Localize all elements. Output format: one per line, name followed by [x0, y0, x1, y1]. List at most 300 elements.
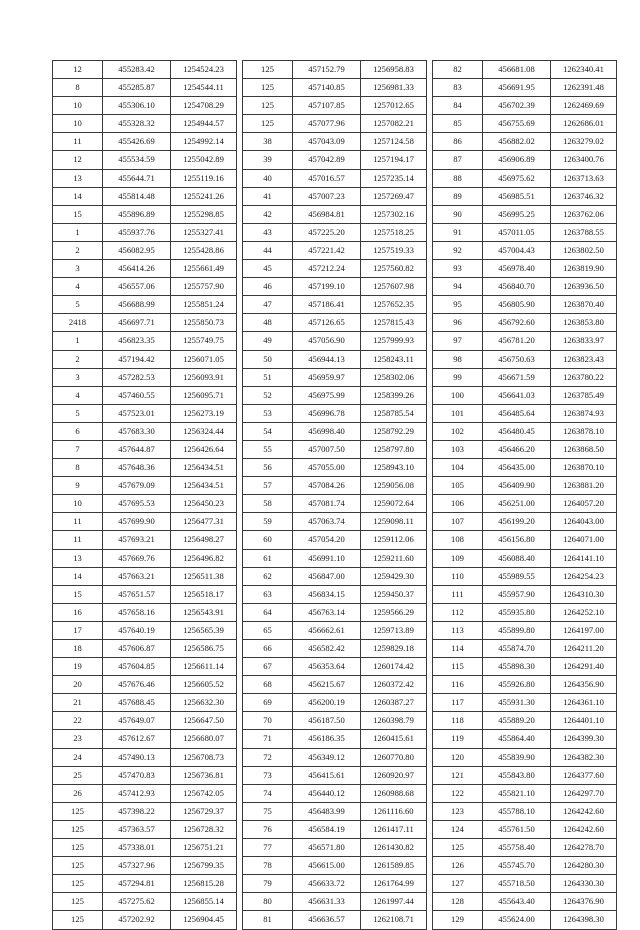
- point-number-cell: 4: [53, 386, 103, 404]
- y-coordinate-cell: 1256095.71: [171, 386, 237, 404]
- point-number-cell: 77: [243, 839, 293, 857]
- y-coordinate-cell: 1254544.11: [171, 79, 237, 97]
- point-number-cell: 125: [53, 857, 103, 875]
- y-coordinate-cell: 1256071.05: [171, 350, 237, 368]
- y-coordinate-cell: 1264252.10: [551, 603, 617, 621]
- point-number-cell: 10: [53, 115, 103, 133]
- y-coordinate-cell: 1263279.02: [551, 133, 617, 151]
- point-number-cell: 38: [243, 133, 293, 151]
- x-coordinate-cell: 456200.19: [293, 694, 361, 712]
- y-coordinate-cell: 1264399.30: [551, 730, 617, 748]
- y-coordinate-cell: 1256273.19: [171, 404, 237, 422]
- point-number-cell: 99: [433, 368, 483, 386]
- point-number-cell: 125: [243, 61, 293, 79]
- x-coordinate-cell: 455624.00: [483, 911, 551, 929]
- y-coordinate-cell: 1264310.30: [551, 585, 617, 603]
- x-coordinate-cell: 456792.60: [483, 314, 551, 332]
- y-coordinate-cell: 1256511.38: [171, 567, 237, 585]
- y-coordinate-cell: 1262108.71: [361, 911, 427, 929]
- point-number-cell: 12: [53, 61, 103, 79]
- point-number-cell: 127: [433, 875, 483, 893]
- x-coordinate-cell: 455814.48: [103, 187, 171, 205]
- table-row: [53, 766, 617, 784]
- point-number-cell: 47: [243, 296, 293, 314]
- x-coordinate-cell: 457212.24: [293, 260, 361, 278]
- y-coordinate-cell: 1261116.60: [361, 802, 427, 820]
- x-coordinate-cell: 457084.26: [293, 477, 361, 495]
- point-number-cell: 42: [243, 205, 293, 223]
- point-number-cell: 56: [243, 459, 293, 477]
- y-coordinate-cell: 1258943.10: [361, 459, 427, 477]
- y-coordinate-cell: 1261589.85: [361, 857, 427, 875]
- point-number-cell: 72: [243, 748, 293, 766]
- x-coordinate-cell: 457470.83: [103, 766, 171, 784]
- point-number-cell: 90: [433, 205, 483, 223]
- point-number-cell: 83: [433, 79, 483, 97]
- table-row: [53, 839, 617, 857]
- x-coordinate-cell: 455957.90: [483, 585, 551, 603]
- x-coordinate-cell: 456978.40: [483, 260, 551, 278]
- point-number-cell: 64: [243, 603, 293, 621]
- point-number-cell: 125: [53, 911, 103, 929]
- x-coordinate-cell: 457202.92: [103, 911, 171, 929]
- x-coordinate-cell: 456998.40: [293, 422, 361, 440]
- point-number-cell: 76: [243, 820, 293, 838]
- point-number-cell: 96: [433, 314, 483, 332]
- table-row: [53, 730, 617, 748]
- y-coordinate-cell: 1257235.14: [361, 169, 427, 187]
- point-number-cell: 125: [53, 802, 103, 820]
- table-row: [53, 567, 617, 585]
- table-row: [53, 260, 617, 278]
- y-coordinate-cell: 1264361.10: [551, 694, 617, 712]
- y-coordinate-cell: 1258302.06: [361, 368, 427, 386]
- point-number-cell: 61: [243, 549, 293, 567]
- point-number-cell: 125: [53, 839, 103, 857]
- x-coordinate-cell: 456984.81: [293, 205, 361, 223]
- x-coordinate-cell: 456480.45: [483, 422, 551, 440]
- point-number-cell: 54: [243, 422, 293, 440]
- table-row: [53, 79, 617, 97]
- point-number-cell: 10: [53, 97, 103, 115]
- x-coordinate-cell: 456975.62: [483, 169, 551, 187]
- x-coordinate-cell: 456631.33: [293, 893, 361, 911]
- table-row: [53, 169, 617, 187]
- coordinate-table: [52, 60, 617, 930]
- y-coordinate-cell: 1264211.20: [551, 640, 617, 658]
- point-number-cell: 125: [243, 79, 293, 97]
- y-coordinate-cell: 1260387.27: [361, 694, 427, 712]
- point-number-cell: 5: [53, 296, 103, 314]
- y-coordinate-cell: 1257194.17: [361, 151, 427, 169]
- point-number-cell: 79: [243, 875, 293, 893]
- point-number-cell: 12: [53, 151, 103, 169]
- x-coordinate-cell: 455889.20: [483, 712, 551, 730]
- y-coordinate-cell: 1263819.90: [551, 260, 617, 278]
- table-row: [53, 241, 617, 259]
- point-number-cell: 82: [433, 61, 483, 79]
- x-coordinate-cell: 456702.39: [483, 97, 551, 115]
- point-number-cell: 74: [243, 784, 293, 802]
- x-coordinate-cell: 455285.87: [103, 79, 171, 97]
- y-coordinate-cell: 1256751.21: [171, 839, 237, 857]
- x-coordinate-cell: 456440.12: [293, 784, 361, 802]
- point-number-cell: 17: [53, 621, 103, 639]
- y-coordinate-cell: 1259829.18: [361, 640, 427, 658]
- x-coordinate-cell: 457152.79: [293, 61, 361, 79]
- x-coordinate-cell: 457327.96: [103, 857, 171, 875]
- x-coordinate-cell: 457007.50: [293, 440, 361, 458]
- y-coordinate-cell: 1262391.48: [551, 79, 617, 97]
- y-coordinate-cell: 1255851.24: [171, 296, 237, 314]
- x-coordinate-cell: 456641.03: [483, 386, 551, 404]
- y-coordinate-cell: 1264197.00: [551, 621, 617, 639]
- x-coordinate-cell: 457669.76: [103, 549, 171, 567]
- x-coordinate-cell: 456996.78: [293, 404, 361, 422]
- x-coordinate-cell: 455989.55: [483, 567, 551, 585]
- table-body: [53, 61, 617, 930]
- point-number-cell: 2418: [53, 314, 103, 332]
- y-coordinate-cell: 1263762.06: [551, 205, 617, 223]
- x-coordinate-cell: 456466.20: [483, 440, 551, 458]
- y-coordinate-cell: 1260770.80: [361, 748, 427, 766]
- table-row: [53, 748, 617, 766]
- table-row: [53, 857, 617, 875]
- y-coordinate-cell: 1257560.82: [361, 260, 427, 278]
- x-coordinate-cell: 455864.40: [483, 730, 551, 748]
- x-coordinate-cell: 456187.50: [293, 712, 361, 730]
- point-number-cell: 80: [243, 893, 293, 911]
- y-coordinate-cell: 1264242.60: [551, 820, 617, 838]
- point-number-cell: 14: [53, 567, 103, 585]
- point-number-cell: 9: [53, 477, 103, 495]
- table-row: [53, 332, 617, 350]
- point-number-cell: 22: [53, 712, 103, 730]
- point-number-cell: 70: [243, 712, 293, 730]
- y-coordinate-cell: 1264280.30: [551, 857, 617, 875]
- y-coordinate-cell: 1258785.54: [361, 404, 427, 422]
- x-coordinate-cell: 457081.74: [293, 495, 361, 513]
- y-coordinate-cell: 1259072.64: [361, 495, 427, 513]
- y-coordinate-cell: 1263878.10: [551, 422, 617, 440]
- x-coordinate-cell: 457186.41: [293, 296, 361, 314]
- table-row: [53, 350, 617, 368]
- y-coordinate-cell: 1261764.99: [361, 875, 427, 893]
- x-coordinate-cell: 457695.53: [103, 495, 171, 513]
- x-coordinate-cell: 457648.36: [103, 459, 171, 477]
- x-coordinate-cell: 457275.62: [103, 893, 171, 911]
- y-coordinate-cell: 1264291.40: [551, 658, 617, 676]
- y-coordinate-cell: 1256815.28: [171, 875, 237, 893]
- point-number-cell: 14: [53, 187, 103, 205]
- y-coordinate-cell: 1256904.45: [171, 911, 237, 929]
- y-coordinate-cell: 1255749.75: [171, 332, 237, 350]
- x-coordinate-cell: 456409.90: [483, 477, 551, 495]
- y-coordinate-cell: 1256981.33: [361, 79, 427, 97]
- point-number-cell: 11: [53, 133, 103, 151]
- table-row: [53, 549, 617, 567]
- point-number-cell: 119: [433, 730, 483, 748]
- y-coordinate-cell: 1264242.60: [551, 802, 617, 820]
- x-coordinate-cell: 456415.61: [293, 766, 361, 784]
- y-coordinate-cell: 1256632.30: [171, 694, 237, 712]
- x-coordinate-cell: 457699.90: [103, 513, 171, 531]
- table-row: [53, 820, 617, 838]
- point-number-cell: 8: [53, 79, 103, 97]
- y-coordinate-cell: 1256855.14: [171, 893, 237, 911]
- y-coordinate-cell: 1263780.22: [551, 368, 617, 386]
- x-coordinate-cell: 457126.65: [293, 314, 361, 332]
- x-coordinate-cell: 457644.87: [103, 440, 171, 458]
- x-coordinate-cell: 456082.95: [103, 241, 171, 259]
- x-coordinate-cell: 457676.46: [103, 676, 171, 694]
- point-number-cell: 107: [433, 513, 483, 531]
- y-coordinate-cell: 1256498.27: [171, 531, 237, 549]
- point-number-cell: 84: [433, 97, 483, 115]
- y-coordinate-cell: 1256736.81: [171, 766, 237, 784]
- x-coordinate-cell: 456485.64: [483, 404, 551, 422]
- table-row: [53, 223, 617, 241]
- y-coordinate-cell: 1261997.44: [361, 893, 427, 911]
- y-coordinate-cell: 1256605.52: [171, 676, 237, 694]
- y-coordinate-cell: 1256742.05: [171, 784, 237, 802]
- x-coordinate-cell: 456763.14: [293, 603, 361, 621]
- x-coordinate-cell: 455745.70: [483, 857, 551, 875]
- point-number-cell: 126: [433, 857, 483, 875]
- y-coordinate-cell: 1256434.51: [171, 477, 237, 495]
- point-number-cell: 45: [243, 260, 293, 278]
- point-number-cell: 75: [243, 802, 293, 820]
- y-coordinate-cell: 1263713.63: [551, 169, 617, 187]
- point-number-cell: 59: [243, 513, 293, 531]
- x-coordinate-cell: 456882.02: [483, 133, 551, 151]
- x-coordinate-cell: 457194.42: [103, 350, 171, 368]
- x-coordinate-cell: 456435.00: [483, 459, 551, 477]
- point-number-cell: 120: [433, 748, 483, 766]
- x-coordinate-cell: 456349.12: [293, 748, 361, 766]
- y-coordinate-cell: 1261430.82: [361, 839, 427, 857]
- y-coordinate-cell: 1264377.60: [551, 766, 617, 784]
- point-number-cell: 1: [53, 332, 103, 350]
- point-number-cell: 66: [243, 640, 293, 658]
- y-coordinate-cell: 1257012.65: [361, 97, 427, 115]
- point-number-cell: 8: [53, 459, 103, 477]
- y-coordinate-cell: 1259566.29: [361, 603, 427, 621]
- point-number-cell: 97: [433, 332, 483, 350]
- x-coordinate-cell: 457651.57: [103, 585, 171, 603]
- point-number-cell: 88: [433, 169, 483, 187]
- y-coordinate-cell: 1263788.55: [551, 223, 617, 241]
- y-coordinate-cell: 1256611.14: [171, 658, 237, 676]
- y-coordinate-cell: 1262469.69: [551, 97, 617, 115]
- y-coordinate-cell: 1255428.86: [171, 241, 237, 259]
- table-row: [53, 368, 617, 386]
- x-coordinate-cell: 457612.67: [103, 730, 171, 748]
- table-row: [53, 621, 617, 639]
- point-number-cell: 94: [433, 278, 483, 296]
- x-coordinate-cell: 455644.71: [103, 169, 171, 187]
- point-number-cell: 49: [243, 332, 293, 350]
- table-row: [53, 386, 617, 404]
- x-coordinate-cell: 457007.23: [293, 187, 361, 205]
- point-number-cell: 48: [243, 314, 293, 332]
- y-coordinate-cell: 1256434.51: [171, 459, 237, 477]
- y-coordinate-cell: 1264356.90: [551, 676, 617, 694]
- x-coordinate-cell: 455643.40: [483, 893, 551, 911]
- x-coordinate-cell: 456840.70: [483, 278, 551, 296]
- point-number-cell: 103: [433, 440, 483, 458]
- point-number-cell: 24: [53, 748, 103, 766]
- y-coordinate-cell: 1263874.93: [551, 404, 617, 422]
- x-coordinate-cell: 455718.50: [483, 875, 551, 893]
- y-coordinate-cell: 1259211.60: [361, 549, 427, 567]
- y-coordinate-cell: 1263400.76: [551, 151, 617, 169]
- x-coordinate-cell: 457140.85: [293, 79, 361, 97]
- x-coordinate-cell: 456662.61: [293, 621, 361, 639]
- point-number-cell: 104: [433, 459, 483, 477]
- y-coordinate-cell: 1257269.47: [361, 187, 427, 205]
- x-coordinate-cell: 456615.00: [293, 857, 361, 875]
- table-row: [53, 784, 617, 802]
- point-number-cell: 122: [433, 784, 483, 802]
- y-coordinate-cell: 1256565.39: [171, 621, 237, 639]
- point-number-cell: 43: [243, 223, 293, 241]
- point-number-cell: 3: [53, 260, 103, 278]
- x-coordinate-cell: 457063.74: [293, 513, 361, 531]
- point-number-cell: 18: [53, 640, 103, 658]
- point-number-cell: 51: [243, 368, 293, 386]
- x-coordinate-cell: 456805.90: [483, 296, 551, 314]
- y-coordinate-cell: 1259098.11: [361, 513, 427, 531]
- x-coordinate-cell: 457606.87: [103, 640, 171, 658]
- y-coordinate-cell: 1260174.42: [361, 658, 427, 676]
- x-coordinate-cell: 457042.89: [293, 151, 361, 169]
- x-coordinate-cell: 456944.13: [293, 350, 361, 368]
- point-number-cell: 10: [53, 495, 103, 513]
- point-number-cell: 91: [433, 223, 483, 241]
- point-number-cell: 16: [53, 603, 103, 621]
- point-number-cell: 26: [53, 784, 103, 802]
- y-coordinate-cell: 1254992.14: [171, 133, 237, 151]
- point-number-cell: 118: [433, 712, 483, 730]
- x-coordinate-cell: 455788.10: [483, 802, 551, 820]
- point-number-cell: 115: [433, 658, 483, 676]
- point-number-cell: 112: [433, 603, 483, 621]
- point-number-cell: 53: [243, 404, 293, 422]
- point-number-cell: 100: [433, 386, 483, 404]
- y-coordinate-cell: 1254524.23: [171, 61, 237, 79]
- point-number-cell: 2: [53, 350, 103, 368]
- x-coordinate-cell: 455328.32: [103, 115, 171, 133]
- y-coordinate-cell: 1259450.37: [361, 585, 427, 603]
- table-row: [53, 585, 617, 603]
- x-coordinate-cell: 457004.43: [483, 241, 551, 259]
- y-coordinate-cell: 1256729.37: [171, 802, 237, 820]
- y-coordinate-cell: 1260988.68: [361, 784, 427, 802]
- y-coordinate-cell: 1256543.91: [171, 603, 237, 621]
- point-number-cell: 110: [433, 567, 483, 585]
- point-number-cell: 98: [433, 350, 483, 368]
- x-coordinate-cell: 456847.00: [293, 567, 361, 585]
- x-coordinate-cell: 457460.55: [103, 386, 171, 404]
- y-coordinate-cell: 1264043.00: [551, 513, 617, 531]
- table-row: [53, 495, 617, 513]
- point-number-cell: 50: [243, 350, 293, 368]
- x-coordinate-cell: 456414.26: [103, 260, 171, 278]
- x-coordinate-cell: 455926.80: [483, 676, 551, 694]
- x-coordinate-cell: 457199.10: [293, 278, 361, 296]
- point-number-cell: 86: [433, 133, 483, 151]
- table-row: [53, 640, 617, 658]
- x-coordinate-cell: 456834.15: [293, 585, 361, 603]
- table-row: [53, 278, 617, 296]
- x-coordinate-cell: 456975.99: [293, 386, 361, 404]
- point-number-cell: 65: [243, 621, 293, 639]
- point-number-cell: 19: [53, 658, 103, 676]
- x-coordinate-cell: 457282.53: [103, 368, 171, 386]
- y-coordinate-cell: 1256496.82: [171, 549, 237, 567]
- x-coordinate-cell: 456571.80: [293, 839, 361, 857]
- point-number-cell: 7: [53, 440, 103, 458]
- point-number-cell: 6: [53, 422, 103, 440]
- y-coordinate-cell: 1264141.10: [551, 549, 617, 567]
- x-coordinate-cell: 455283.42: [103, 61, 171, 79]
- point-number-cell: 125: [53, 893, 103, 911]
- point-number-cell: 57: [243, 477, 293, 495]
- x-coordinate-cell: 457225.20: [293, 223, 361, 241]
- y-coordinate-cell: 1255850.73: [171, 314, 237, 332]
- point-number-cell: 125: [53, 875, 103, 893]
- point-number-cell: 67: [243, 658, 293, 676]
- x-coordinate-cell: 455843.80: [483, 766, 551, 784]
- y-coordinate-cell: 1262686.01: [551, 115, 617, 133]
- table-row: [53, 404, 617, 422]
- point-number-cell: 73: [243, 766, 293, 784]
- point-number-cell: 44: [243, 241, 293, 259]
- point-number-cell: 125: [433, 839, 483, 857]
- x-coordinate-cell: 457056.90: [293, 332, 361, 350]
- x-coordinate-cell: 457043.09: [293, 133, 361, 151]
- x-coordinate-cell: 455935.80: [483, 603, 551, 621]
- y-coordinate-cell: 1263823.43: [551, 350, 617, 368]
- x-coordinate-cell: 457055.00: [293, 459, 361, 477]
- y-coordinate-cell: 1258399.26: [361, 386, 427, 404]
- y-coordinate-cell: 1264278.70: [551, 839, 617, 857]
- point-number-cell: 5: [53, 404, 103, 422]
- y-coordinate-cell: 1259056.08: [361, 477, 427, 495]
- x-coordinate-cell: 457107.85: [293, 97, 361, 115]
- point-number-cell: 123: [433, 802, 483, 820]
- y-coordinate-cell: 1255119.16: [171, 169, 237, 187]
- y-coordinate-cell: 1263870.40: [551, 296, 617, 314]
- point-number-cell: 109: [433, 549, 483, 567]
- x-coordinate-cell: 455306.10: [103, 97, 171, 115]
- y-coordinate-cell: 1259713.89: [361, 621, 427, 639]
- y-coordinate-cell: 1260920.97: [361, 766, 427, 784]
- table-row: [53, 477, 617, 495]
- y-coordinate-cell: 1256093.91: [171, 368, 237, 386]
- x-coordinate-cell: 455761.50: [483, 820, 551, 838]
- y-coordinate-cell: 1263868.50: [551, 440, 617, 458]
- x-coordinate-cell: 455896.89: [103, 205, 171, 223]
- x-coordinate-cell: 457016.57: [293, 169, 361, 187]
- y-coordinate-cell: 1264330.30: [551, 875, 617, 893]
- x-coordinate-cell: 457490.13: [103, 748, 171, 766]
- y-coordinate-cell: 1259112.06: [361, 531, 427, 549]
- point-number-cell: 87: [433, 151, 483, 169]
- table-row: [53, 658, 617, 676]
- y-coordinate-cell: 1257519.33: [361, 241, 427, 259]
